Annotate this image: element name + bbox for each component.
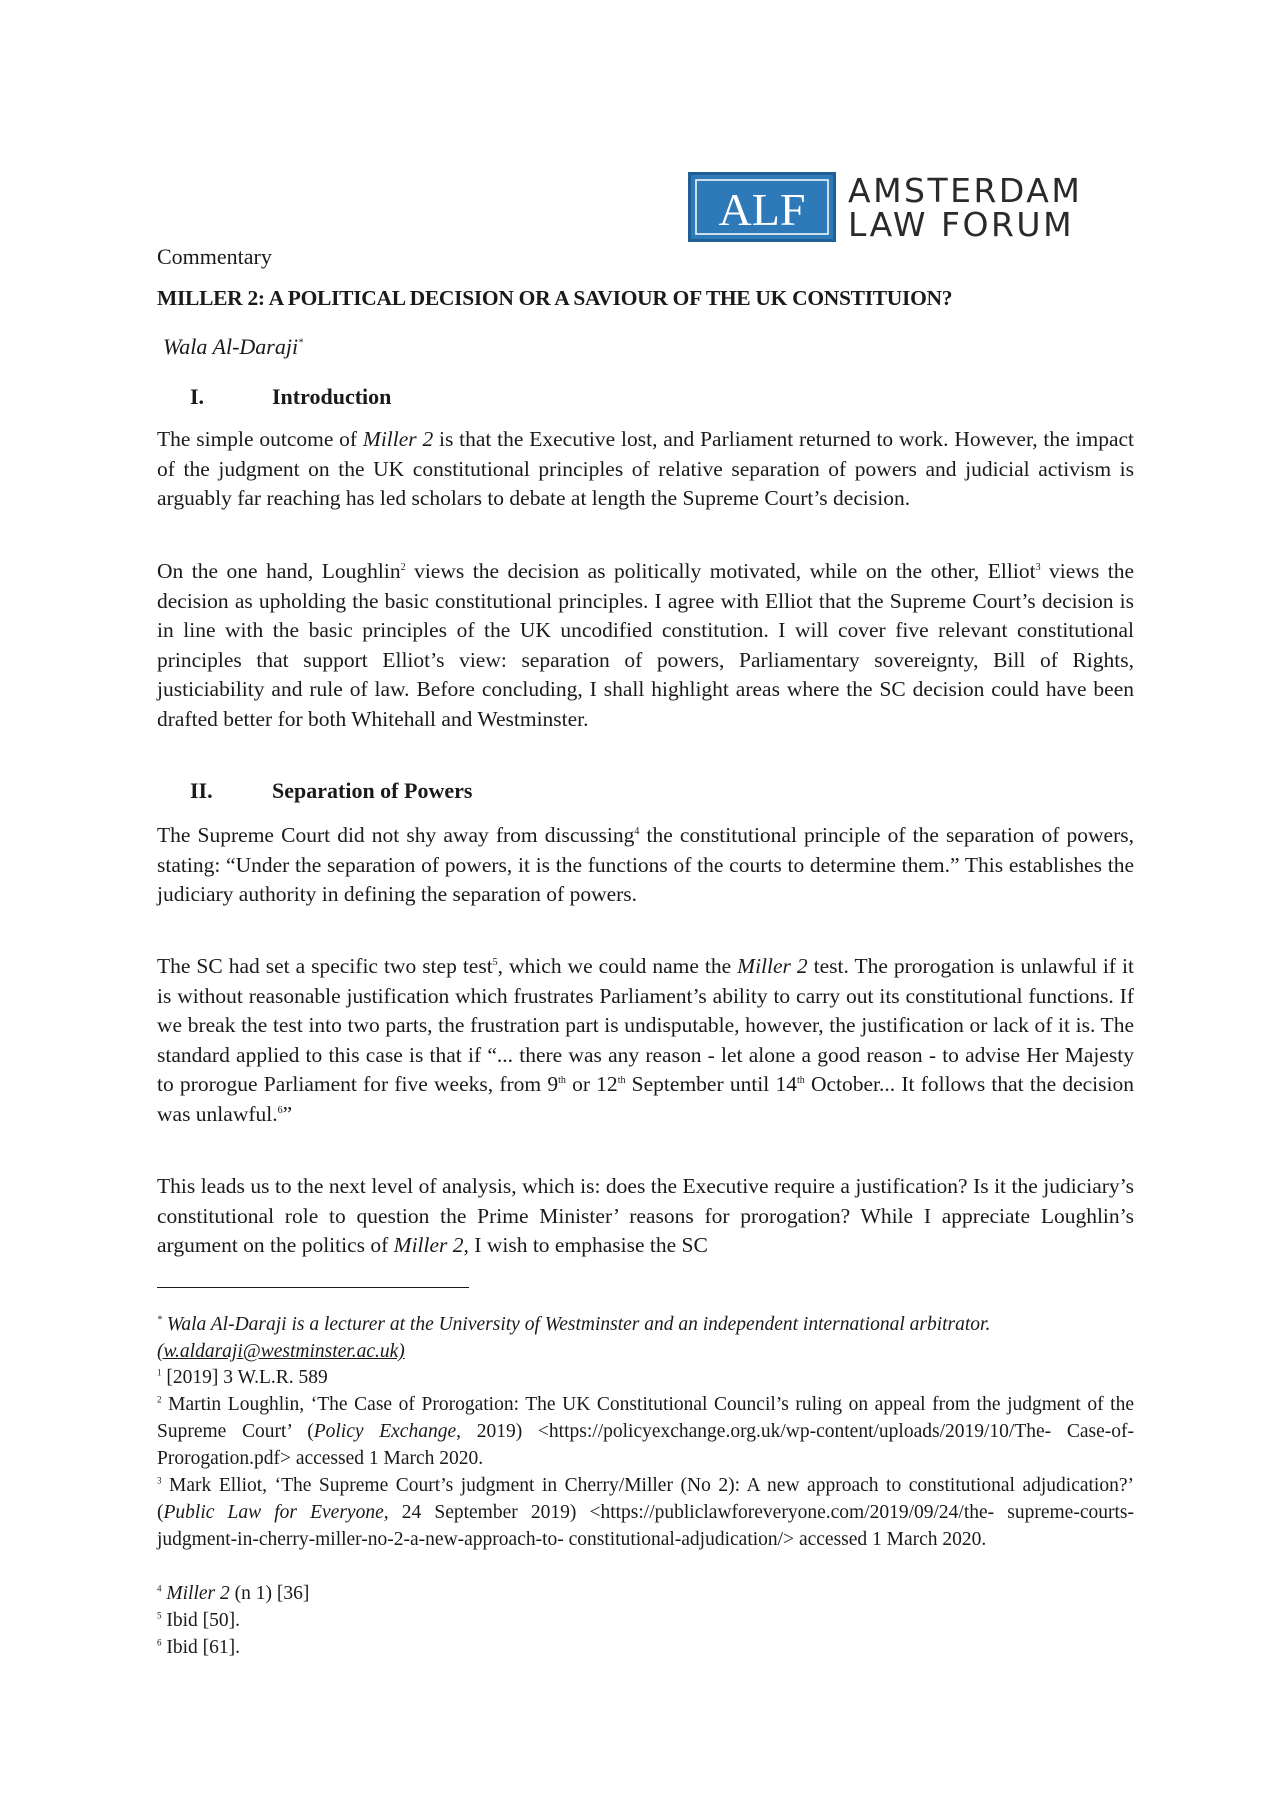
footnote-separator [157,1287,469,1288]
alf-logo-mark [688,172,836,242]
footnote-1: $^1$ [2019] 3 W.L.R. 589 [157,1367,328,1388]
article-title: MILLER 2: A POLITICAL DECISION OR A SAVIOUR OF THE UK CONSTITUION? [157,286,953,310]
footnote-ref-5: 5 [492,956,498,968]
footnote-ref-2: 2 [400,561,406,573]
section-number: I. [190,384,205,409]
section-title: Separation of Powers [272,778,473,803]
logo-wordmark [848,171,1083,244]
footnote-2: $^2$ Martin Loughlin, ‘The Case of Prorogation: The UK Constitutional Council’s ruling on appeal from the judgment of the Supreme Court’ (Policy Exchange, 2019) <https://policyexchange.org.uk/wp-content/uploads/2019/10/The- Case-of-Prorogation.pdf> accessed 1 March 2020. [157,1394,1135,1469]
paragraph-intro-2: On the one hand, Loughlin$^2$ views the decision as politically motivated, while on the other, Elliot$^3$ views the decision as upholding the basic constitutional principles. I agree with Elliot that the Supreme Court’s decision is in line with the basic principles of the UK uncodified constitution. I will cover five relevant constitutional principles that support Elliot’s view: separation of powers, Parliamentary sovereignty, Bill of Rights, justiciability and rule of law. Before concluding, I shall highlight areas where the SC decision could have been drafted better for both Whitehall and Westminster. [157,559,1134,731]
case-name: Miller 2 [393,1233,464,1257]
paragraph-separation-3: This leads us to the next level of analysis, which is: does the Executive require a justification? Is it the judiciary’s constitutional role to question the Prime Minister’ reasons for prorogation? While I appreciate Loughlin’s argument on the politics of Miller 2, I wish to emphasise the SC [157,1174,1134,1257]
alf-logo-letters: ALF [718,184,806,235]
logo-line-2: LAW FORUM [848,205,1075,244]
footnote-3: $^3$ Mark Elliot, ‘The Supreme Court’s judgment in Cherry/Miller (No 2): A new approach to constitutional adjudication?’ (Public Law for Everyone, 24 September 2019) <https://publiclawforeveryone.com/2019/09/24/the- supreme-courts-judgment-in-cherry-miller-no-2-a-new-approach-to- constitutional-adjudication/> accessed 1 March 2020. [157,1475,1134,1550]
case-name: Miller 2 [362,427,434,451]
section-title: Introduction [272,384,392,409]
section-number: II. [190,778,213,803]
author-footnote-mark: * [298,337,304,349]
footnote-author: * Wala Al-Daraji is a lecturer at the University of Westminster and an independent international arbitrator. (w.aldaraji@westminster.ac.uk) [157,1314,991,1362]
author-name: Wala Al-Daraji* [163,334,304,359]
logo-line-1: AMSTERDAM [848,171,1083,210]
footnote-6: $^6$ Ibid [61]. [157,1637,241,1658]
footnote-ref-3: 3 [1035,561,1041,573]
footnote-4: $^4$ Miller 2 (n 1) [36] [157,1583,310,1604]
footnote-ref-4: 4 [634,825,640,837]
article-type: Commentary [157,244,272,269]
paragraph-separation-1: The Supreme Court did not shy away from discussing$^4$ the constitutional principle of the separation of powers, stating: “Under the separation of powers, it is the functions of the courts to determine them.” This establishes the judiciary authority in defining the separation of powers. [157,823,1134,906]
author-email: (w.aldaraji@westminster.ac.uk) [157,1341,405,1362]
footnote-ref-6: 6 [277,1104,283,1116]
paragraph-intro-1: The simple outcome of Miller 2 is that the Executive lost, and Parliament returned to work. However, the impact of the judgment on the UK constitutional principles of relative separation of powers and judicial activism is arguably far reaching has led scholars to debate at length the Supreme Court’s decision. [157,427,1135,510]
paragraph-separation-2: The SC had set a specific two step test$^5$, which we could name the Miller 2 test. The prorogation is unlawful if it is without reasonable justification which frustrates Parliament’s ability to carry out its constitutional functions. If we break the test into two parts, the frustration part is undisputable, however, the justification or lack of it is. The standard applied to this case is that if “... there was any reason - let alone a good reason - to advise Her Majesty to prorogue Parliament for five weeks, from 9th or 12th September until 14th October... It follows that the decision was unlawful.$^6$” [157,954,1134,1126]
case-name: Miller 2 [737,954,808,978]
footnote-5: $^5$ Ibid [50]. [157,1610,241,1631]
amsterdam-law-forum-logo [688,172,1116,242]
